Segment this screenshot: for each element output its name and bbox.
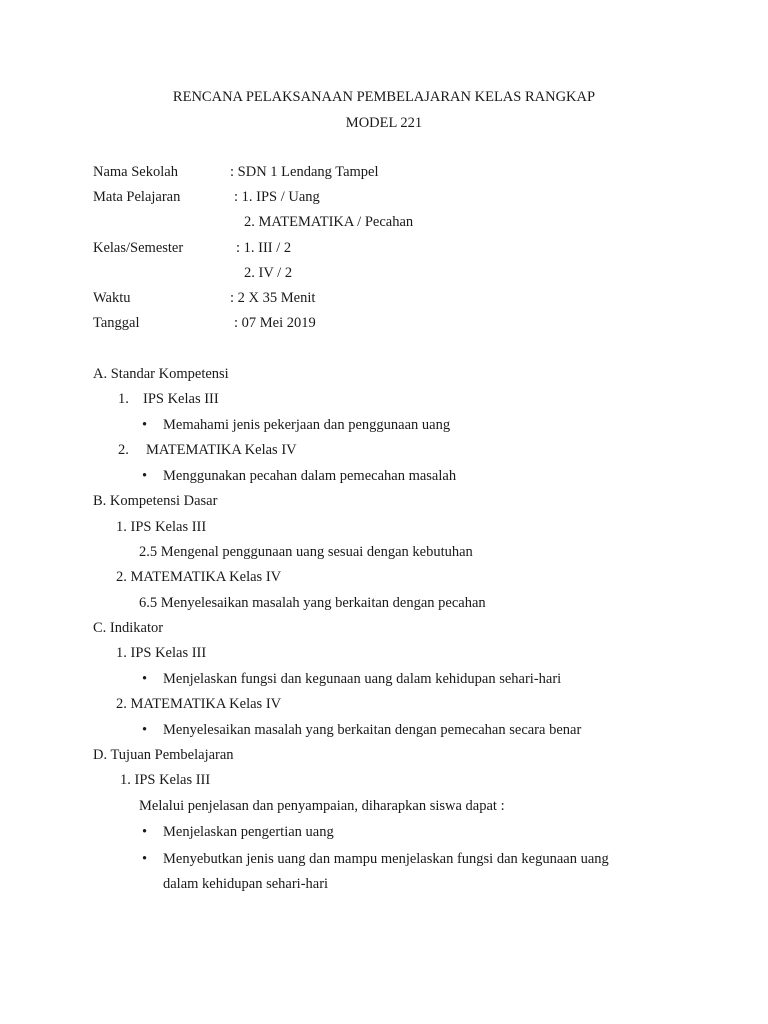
- document-title: RENCANA PELAKSANAAN PEMBELAJARAN KELAS RANGKAP: [172, 89, 596, 105]
- mata-pelajaran-label: Mata Pelajaran: [93, 189, 181, 205]
- section-d-item1-label: 1. IPS Kelas III: [120, 772, 211, 788]
- section-c-item1-label: 1. IPS Kelas III: [116, 645, 207, 661]
- section-a-item2-label: MATEMATIKA Kelas IV: [146, 442, 297, 458]
- section-d-heading: D. Tujuan Pembelajaran: [93, 747, 234, 763]
- tanggal-label: Tanggal: [93, 315, 140, 331]
- nama-sekolah-value: : SDN 1 Lendang Tampel: [230, 164, 379, 180]
- section-a-item2-bullet: Menggunakan pecahan dalam pemecahan masalah: [163, 468, 457, 484]
- kelas-semester-value-1: : 1. III / 2: [236, 240, 292, 256]
- section-a-item2-number: 2.: [118, 442, 129, 458]
- section-a-item1-bullet: Memahami jenis pekerjaan dan penggunaan uang: [163, 417, 451, 433]
- section-b-item1-sub: 2.5 Mengenal penggunaan uang sesuai dengan kebutuhan: [139, 544, 473, 560]
- mata-pelajaran-value-2: 2. MATEMATIKA / Pecahan: [244, 214, 414, 230]
- kelas-semester-label: Kelas/Semester: [93, 240, 184, 256]
- section-d-intro: Melalui penjelasan dan penyampaian, diharapkan siswa dapat :: [139, 798, 505, 814]
- bullet-icon: •: [142, 417, 148, 433]
- document-subtitle: MODEL 221: [345, 115, 423, 131]
- section-d-bullet2-line1: Menyebutkan jenis uang dan mampu menjelaskan fungsi dan kegunaan uang: [163, 851, 609, 867]
- section-b-item2-sub: 6.5 Menyelesaikan masalah yang berkaitan dengan pecahan: [139, 595, 486, 611]
- section-b-item2-label: 2. MATEMATIKA Kelas IV: [116, 569, 282, 585]
- nama-sekolah-label: Nama Sekolah: [93, 164, 178, 180]
- waktu-label: Waktu: [93, 290, 131, 306]
- section-c-item1-bullet: Menjelaskan fungsi dan kegunaan uang dalam kehidupan sehari-hari: [163, 671, 562, 687]
- section-c-item2-bullet: Menyelesaikan masalah yang berkaitan dengan pemecahan secara benar: [163, 722, 582, 738]
- bullet-icon: •: [142, 671, 148, 687]
- section-a-heading: A. Standar Kompetensi: [93, 366, 229, 382]
- bullet-icon: •: [142, 824, 148, 840]
- section-b-item1-label: 1. IPS Kelas III: [116, 519, 207, 535]
- tanggal-value: : 07 Mei 2019: [234, 315, 316, 331]
- section-a-item1-label: IPS Kelas III: [143, 391, 219, 407]
- waktu-value: : 2 X 35 Menit: [230, 290, 316, 306]
- mata-pelajaran-value-1: : 1. IPS / Uang: [234, 189, 320, 205]
- section-c-heading: C. Indikator: [93, 620, 164, 636]
- bullet-icon: •: [142, 851, 148, 867]
- section-d-bullet2-line2: dalam kehidupan sehari-hari: [163, 876, 329, 892]
- section-c-item2-label: 2. MATEMATIKA Kelas IV: [116, 696, 282, 712]
- section-b-heading: B. Kompetensi Dasar: [93, 493, 218, 509]
- section-d-bullet1: Menjelaskan pengertian uang: [163, 824, 334, 840]
- section-a-item1-number: 1.: [118, 391, 129, 407]
- bullet-icon: •: [142, 722, 148, 738]
- kelas-semester-value-2: 2. IV / 2: [244, 265, 293, 281]
- bullet-icon: •: [142, 468, 148, 484]
